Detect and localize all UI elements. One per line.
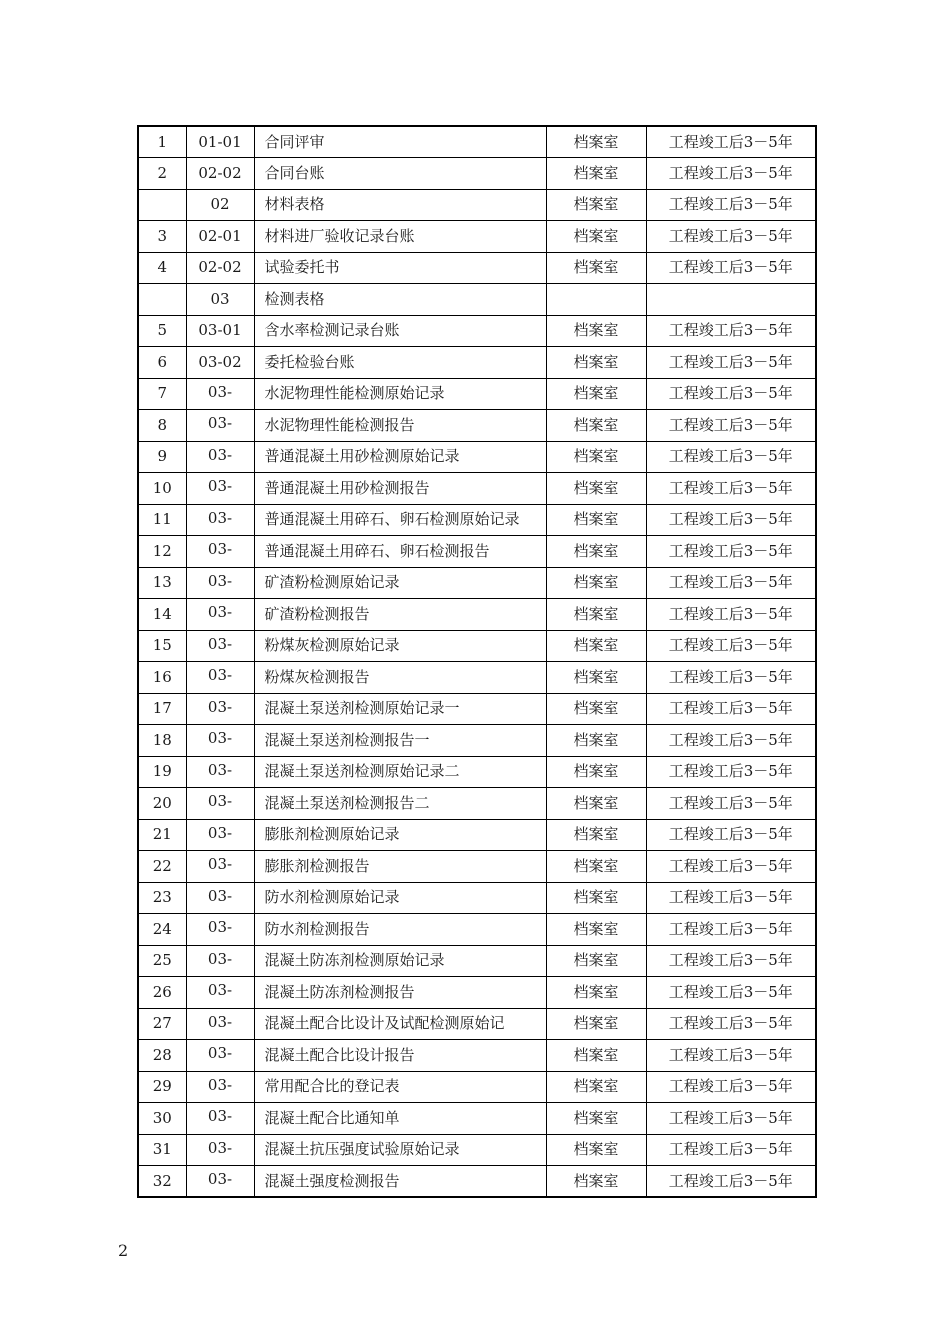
code-cell: 03-	[186, 756, 254, 788]
row-number-cell: 25	[138, 945, 186, 977]
storage-location-cell: 档案室	[546, 1008, 646, 1040]
row-number-cell: 4	[138, 252, 186, 284]
code-cell: 02-02	[186, 158, 254, 190]
document-name-cell: 防水剂检测原始记录	[254, 882, 546, 914]
row-number-cell: 7	[138, 378, 186, 410]
table-row	[138, 347, 816, 379]
retention-period-cell: 工程竣工后3－5年	[646, 693, 816, 725]
retention-period-cell: 工程竣工后3－5年	[646, 504, 816, 536]
code-cell: 03-	[186, 914, 254, 946]
table-row	[138, 189, 816, 221]
code-cell: 03-	[186, 945, 254, 977]
records-table	[137, 125, 817, 1198]
code-cell: 01-01	[186, 126, 254, 158]
storage-location-cell: 档案室	[546, 945, 646, 977]
table-row	[138, 1134, 816, 1166]
code-cell: 03	[186, 284, 254, 316]
storage-location-cell: 档案室	[546, 819, 646, 851]
row-number-cell: 26	[138, 977, 186, 1009]
storage-location-cell: 档案室	[546, 1134, 646, 1166]
table-row	[138, 756, 816, 788]
storage-location-cell: 档案室	[546, 536, 646, 568]
document-name-cell: 材料表格	[254, 189, 546, 221]
table-row	[138, 536, 816, 568]
storage-location-cell: 档案室	[546, 788, 646, 820]
row-number-cell: 11	[138, 504, 186, 536]
storage-location-cell: 档案室	[546, 725, 646, 757]
table-row	[138, 630, 816, 662]
code-cell: 03-	[186, 725, 254, 757]
code-cell: 03-	[186, 536, 254, 568]
retention-period-cell: 工程竣工后3－5年	[646, 410, 816, 442]
document-name-cell: 混凝土泵送剂检测报告二	[254, 788, 546, 820]
storage-location-cell: 档案室	[546, 315, 646, 347]
code-cell: 03-	[186, 1103, 254, 1135]
row-number-cell: 27	[138, 1008, 186, 1040]
table-row	[138, 693, 816, 725]
retention-period-cell: 工程竣工后3－5年	[646, 252, 816, 284]
table-row	[138, 1040, 816, 1072]
storage-location-cell: 档案室	[546, 567, 646, 599]
code-cell: 03-	[186, 378, 254, 410]
document-name-cell: 常用配合比的登记表	[254, 1071, 546, 1103]
code-cell: 03-	[186, 599, 254, 631]
row-number-cell	[138, 189, 186, 221]
row-number-cell: 3	[138, 221, 186, 253]
table-row	[138, 221, 816, 253]
retention-period-cell: 工程竣工后3－5年	[646, 1166, 816, 1198]
retention-period-cell: 工程竣工后3－5年	[646, 662, 816, 694]
records-table-body	[138, 126, 816, 1197]
retention-period-cell: 工程竣工后3－5年	[646, 473, 816, 505]
storage-location-cell: 档案室	[546, 851, 646, 883]
code-cell: 03-	[186, 1071, 254, 1103]
table-row	[138, 410, 816, 442]
code-cell: 03-	[186, 473, 254, 505]
retention-period-cell: 工程竣工后3－5年	[646, 567, 816, 599]
storage-location-cell: 档案室	[546, 347, 646, 379]
row-number-cell	[138, 284, 186, 316]
table-row	[138, 378, 816, 410]
storage-location-cell: 档案室	[546, 693, 646, 725]
retention-period-cell: 工程竣工后3－5年	[646, 977, 816, 1009]
document-name-cell: 膨胀剂检测原始记录	[254, 819, 546, 851]
storage-location-cell: 档案室	[546, 504, 646, 536]
storage-location-cell: 档案室	[546, 473, 646, 505]
table-row	[138, 945, 816, 977]
table-row	[138, 1071, 816, 1103]
table-row	[138, 284, 816, 316]
document-name-cell: 混凝土强度检测报告	[254, 1166, 546, 1198]
retention-period-cell: 工程竣工后3－5年	[646, 599, 816, 631]
table-row	[138, 441, 816, 473]
document-name-cell: 混凝土防冻剂检测原始记录	[254, 945, 546, 977]
row-number-cell: 15	[138, 630, 186, 662]
code-cell: 03-	[186, 1040, 254, 1072]
row-number-cell: 2	[138, 158, 186, 190]
storage-location-cell: 档案室	[546, 630, 646, 662]
page-number: 2	[118, 1241, 129, 1260]
row-number-cell: 8	[138, 410, 186, 442]
document-name-cell: 水泥物理性能检测原始记录	[254, 378, 546, 410]
row-number-cell: 10	[138, 473, 186, 505]
row-number-cell: 6	[138, 347, 186, 379]
document-name-cell: 粉煤灰检测报告	[254, 662, 546, 694]
row-number-cell: 12	[138, 536, 186, 568]
document-name-cell: 混凝土防冻剂检测报告	[254, 977, 546, 1009]
code-cell: 02-01	[186, 221, 254, 253]
document-name-cell: 混凝土泵送剂检测原始记录一	[254, 693, 546, 725]
storage-location-cell: 档案室	[546, 221, 646, 253]
storage-location-cell: 档案室	[546, 378, 646, 410]
retention-period-cell: 工程竣工后3－5年	[646, 914, 816, 946]
row-number-cell: 1	[138, 126, 186, 158]
table-row	[138, 851, 816, 883]
row-number-cell: 32	[138, 1166, 186, 1198]
document-name-cell: 混凝土配合比设计及试配检测原始记	[254, 1008, 546, 1040]
row-number-cell: 5	[138, 315, 186, 347]
table-row	[138, 252, 816, 284]
storage-location-cell: 档案室	[546, 1071, 646, 1103]
code-cell: 03-	[186, 693, 254, 725]
retention-period-cell: 工程竣工后3－5年	[646, 882, 816, 914]
table-row	[138, 158, 816, 190]
table-row	[138, 504, 816, 536]
code-cell: 03-	[186, 567, 254, 599]
code-cell: 03-	[186, 1166, 254, 1198]
table-row	[138, 1008, 816, 1040]
code-cell: 03-	[186, 788, 254, 820]
document-name-cell: 混凝土抗压强度试验原始记录	[254, 1134, 546, 1166]
document-name-cell: 普通混凝土用砂检测报告	[254, 473, 546, 505]
storage-location-cell: 档案室	[546, 189, 646, 221]
row-number-cell: 31	[138, 1134, 186, 1166]
retention-period-cell: 工程竣工后3－5年	[646, 441, 816, 473]
retention-period-cell: 工程竣工后3－5年	[646, 725, 816, 757]
retention-period-cell: 工程竣工后3－5年	[646, 851, 816, 883]
table-row	[138, 662, 816, 694]
storage-location-cell: 档案室	[546, 1166, 646, 1198]
code-cell: 03-	[186, 1134, 254, 1166]
retention-period-cell: 工程竣工后3－5年	[646, 536, 816, 568]
code-cell: 03-	[186, 630, 254, 662]
table-row	[138, 725, 816, 757]
row-number-cell: 14	[138, 599, 186, 631]
row-number-cell: 18	[138, 725, 186, 757]
document-name-cell: 混凝土配合比通知单	[254, 1103, 546, 1135]
storage-location-cell: 档案室	[546, 882, 646, 914]
code-cell: 03-	[186, 662, 254, 694]
retention-period-cell: 工程竣工后3－5年	[646, 945, 816, 977]
table-row	[138, 315, 816, 347]
code-cell: 03-	[186, 882, 254, 914]
storage-location-cell: 档案室	[546, 1040, 646, 1072]
storage-location-cell: 档案室	[546, 599, 646, 631]
retention-period-cell: 工程竣工后3－5年	[646, 756, 816, 788]
document-name-cell: 试验委托书	[254, 252, 546, 284]
document-name-cell: 混凝土配合比设计报告	[254, 1040, 546, 1072]
storage-location-cell: 档案室	[546, 158, 646, 190]
retention-period-cell: 工程竣工后3－5年	[646, 126, 816, 158]
storage-location-cell: 档案室	[546, 1103, 646, 1135]
document-name-cell: 委托检验台账	[254, 347, 546, 379]
code-cell: 03-	[186, 851, 254, 883]
table-row	[138, 1103, 816, 1135]
row-number-cell: 28	[138, 1040, 186, 1072]
storage-location-cell	[546, 284, 646, 316]
table-row	[138, 819, 816, 851]
document-name-cell: 检测表格	[254, 284, 546, 316]
row-number-cell: 24	[138, 914, 186, 946]
storage-location-cell: 档案室	[546, 662, 646, 694]
table-row	[138, 473, 816, 505]
table-row	[138, 914, 816, 946]
row-number-cell: 22	[138, 851, 186, 883]
document-name-cell: 材料进厂验收记录台账	[254, 221, 546, 253]
row-number-cell: 19	[138, 756, 186, 788]
storage-location-cell: 档案室	[546, 914, 646, 946]
table-row	[138, 882, 816, 914]
retention-period-cell: 工程竣工后3－5年	[646, 189, 816, 221]
row-number-cell: 21	[138, 819, 186, 851]
document-name-cell: 膨胀剂检测报告	[254, 851, 546, 883]
table-row	[138, 126, 816, 158]
storage-location-cell: 档案室	[546, 977, 646, 1009]
code-cell: 03-	[186, 441, 254, 473]
row-number-cell: 29	[138, 1071, 186, 1103]
document-name-cell: 普通混凝土用碎石、卵石检测报告	[254, 536, 546, 568]
document-name-cell: 混凝土泵送剂检测报告一	[254, 725, 546, 757]
row-number-cell: 9	[138, 441, 186, 473]
document-name-cell: 混凝土泵送剂检测原始记录二	[254, 756, 546, 788]
retention-period-cell: 工程竣工后3－5年	[646, 1134, 816, 1166]
code-cell: 03-	[186, 1008, 254, 1040]
retention-period-cell: 工程竣工后3－5年	[646, 158, 816, 190]
code-cell: 03-	[186, 977, 254, 1009]
code-cell: 03-	[186, 410, 254, 442]
code-cell: 03-02	[186, 347, 254, 379]
code-cell: 03-	[186, 819, 254, 851]
table-row	[138, 1166, 816, 1198]
table-row	[138, 977, 816, 1009]
row-number-cell: 16	[138, 662, 186, 694]
table-row	[138, 599, 816, 631]
document-name-cell: 普通混凝土用砂检测原始记录	[254, 441, 546, 473]
retention-period-cell: 工程竣工后3－5年	[646, 221, 816, 253]
document-name-cell: 防水剂检测报告	[254, 914, 546, 946]
code-cell: 02-02	[186, 252, 254, 284]
code-cell: 03-01	[186, 315, 254, 347]
row-number-cell: 30	[138, 1103, 186, 1135]
code-cell: 03-	[186, 504, 254, 536]
document-name-cell: 矿渣粉检测原始记录	[254, 567, 546, 599]
retention-period-cell: 工程竣工后3－5年	[646, 378, 816, 410]
retention-period-cell: 工程竣工后3－5年	[646, 347, 816, 379]
storage-location-cell: 档案室	[546, 126, 646, 158]
retention-period-cell: 工程竣工后3－5年	[646, 1040, 816, 1072]
code-cell: 02	[186, 189, 254, 221]
storage-location-cell: 档案室	[546, 410, 646, 442]
table-row	[138, 788, 816, 820]
row-number-cell: 13	[138, 567, 186, 599]
retention-period-cell	[646, 284, 816, 316]
retention-period-cell: 工程竣工后3－5年	[646, 1008, 816, 1040]
document-name-cell: 含水率检测记录台账	[254, 315, 546, 347]
retention-period-cell: 工程竣工后3－5年	[646, 1071, 816, 1103]
row-number-cell: 17	[138, 693, 186, 725]
retention-period-cell: 工程竣工后3－5年	[646, 788, 816, 820]
storage-location-cell: 档案室	[546, 441, 646, 473]
document-name-cell: 合同台账	[254, 158, 546, 190]
retention-period-cell: 工程竣工后3－5年	[646, 819, 816, 851]
retention-period-cell: 工程竣工后3－5年	[646, 315, 816, 347]
row-number-cell: 20	[138, 788, 186, 820]
retention-period-cell: 工程竣工后3－5年	[646, 1103, 816, 1135]
document-name-cell: 普通混凝土用碎石、卵石检测原始记录	[254, 504, 546, 536]
retention-period-cell: 工程竣工后3－5年	[646, 630, 816, 662]
document-name-cell: 合同评审	[254, 126, 546, 158]
document-name-cell: 水泥物理性能检测报告	[254, 410, 546, 442]
storage-location-cell: 档案室	[546, 756, 646, 788]
document-name-cell: 矿渣粉检测报告	[254, 599, 546, 631]
table-row	[138, 567, 816, 599]
row-number-cell: 23	[138, 882, 186, 914]
document-name-cell: 粉煤灰检测原始记录	[254, 630, 546, 662]
storage-location-cell: 档案室	[546, 252, 646, 284]
